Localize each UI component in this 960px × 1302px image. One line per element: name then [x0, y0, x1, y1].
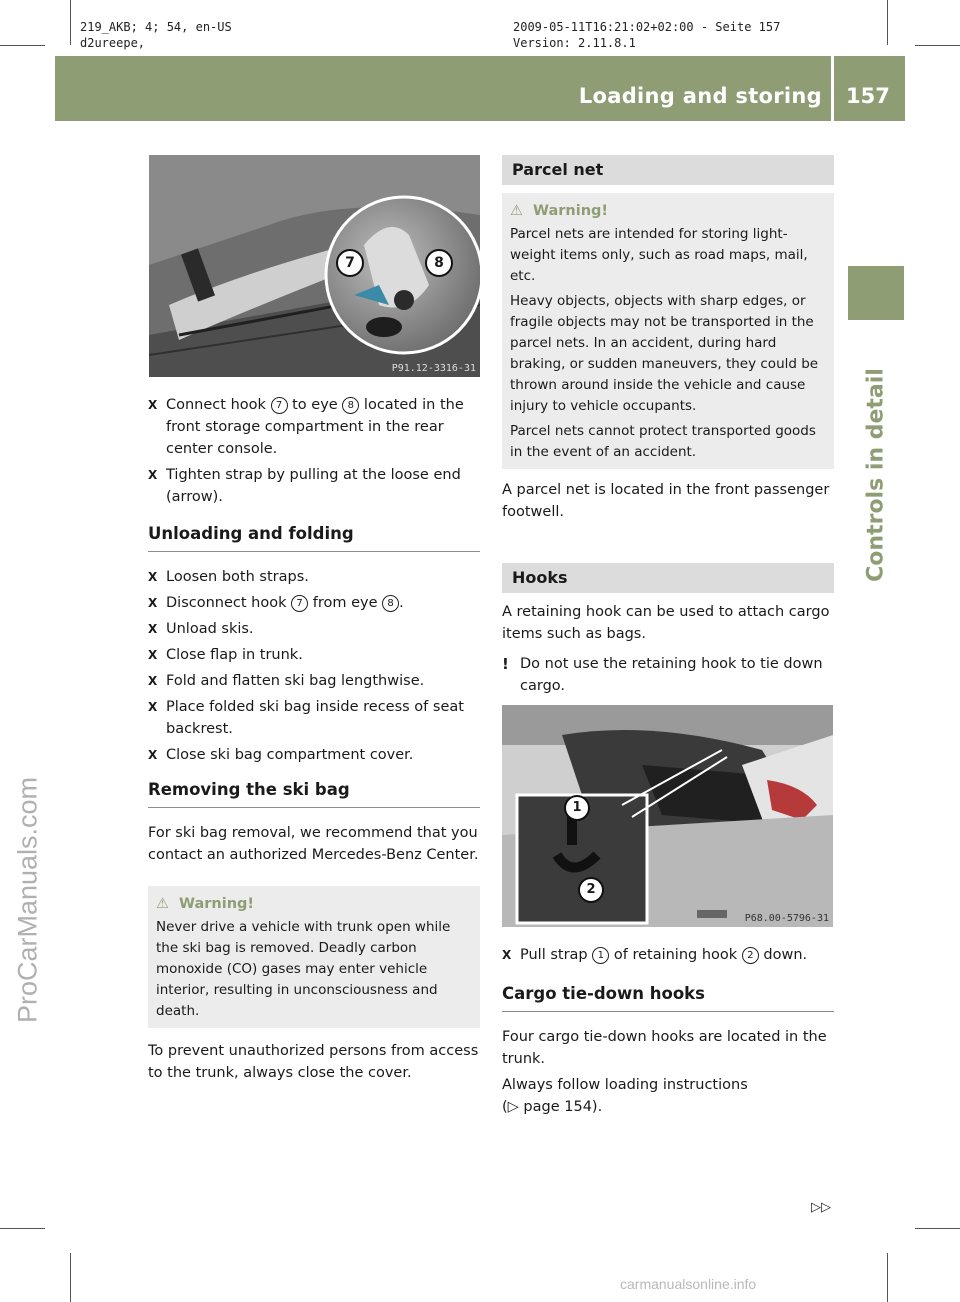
warning-title: Warning! — [179, 896, 255, 912]
bullet-arrow-icon: X — [148, 748, 158, 762]
bullet-arrow-icon: X — [148, 700, 158, 714]
callout-8: 8 — [425, 249, 453, 277]
callout-2: 2 — [578, 877, 604, 903]
watermark — [0, 500, 56, 1300]
ref-7: 7 — [291, 595, 308, 612]
heading-cargo-tie-down: Cargo tie-down hooks — [502, 984, 834, 1012]
heading-parcel-net: Parcel net — [502, 155, 834, 185]
section-side-label-text: Controls in detail — [863, 368, 889, 582]
callout-1: 1 — [564, 795, 590, 821]
text: Disconnect hook — [166, 595, 292, 611]
warning-box — [148, 886, 480, 1028]
warning-text: Heavy objects, objects with sharp edges, or fragile objects may not be transported in the parcel nets. In an accident, during hard braking, or sudden maneuvers, they could be thrown around inside the vehicle and cause injury to vehicle occupants. — [510, 293, 819, 414]
text: Fold and flatten ski bag lengthwise. — [166, 673, 425, 689]
text: located in the front storage compartment in the rear center console. — [166, 397, 464, 457]
page-reference: (▷ page 154). — [502, 1099, 603, 1115]
header-separator — [831, 56, 834, 121]
crop-mark — [70, 0, 71, 45]
text: . — [399, 595, 404, 611]
list-item — [148, 592, 480, 614]
text: from eye — [308, 595, 383, 611]
warning-box — [502, 193, 834, 469]
text: to eye — [287, 397, 343, 413]
figure-code: P68.00-5796-31 — [744, 913, 829, 924]
continue-arrow-icon: ▷▷ — [811, 1200, 831, 1215]
list-item — [148, 566, 480, 588]
bullet-arrow-icon: X — [148, 398, 158, 412]
warning-title: Warning! — [533, 203, 609, 219]
bullet-arrow-icon: X — [148, 674, 158, 688]
warning-text: Parcel nets cannot protect transported goods in the event of an accident. — [510, 423, 816, 460]
crop-mark — [70, 1253, 71, 1302]
callout-7: 7 — [336, 249, 364, 277]
list-item — [148, 696, 480, 740]
list-item — [148, 464, 480, 508]
bullet-arrow-icon: X — [148, 570, 158, 584]
list-item — [148, 394, 480, 460]
retaining-hook-photo — [502, 705, 833, 927]
ski-bag-photo — [149, 155, 480, 377]
warning-text: Never drive a vehicle with trunk open while the ski bag is removed. Deadly carbon monoxide (CO) gases may enter vehicle interior, resulting in unconsciousness and death. — [156, 919, 451, 1019]
text: Tighten strap by pulling at the loose end (arrow). — [166, 467, 461, 505]
list-item — [148, 670, 480, 692]
heading-removing: Removing the ski bag — [148, 780, 480, 808]
follow-paragraph: Always follow loading instructions — [502, 1077, 748, 1093]
page-number: 157 — [846, 84, 890, 108]
list-item — [502, 944, 834, 966]
list-item — [148, 644, 480, 666]
warning-heading — [510, 201, 826, 222]
text: Close flap in trunk. — [166, 647, 303, 663]
hooks-note — [502, 653, 834, 697]
text: Pull strap — [520, 947, 593, 963]
crop-mark — [887, 0, 888, 45]
removing-paragraph: For ski bag removal, we recommend that you contact an authorized Mercedes-Benz Center. — [148, 825, 479, 863]
figure-code: P91.12-3316-31 — [391, 363, 476, 374]
cargo-paragraph: Four cargo tie-down hooks are located in the trunk. — [502, 1029, 827, 1067]
bullet-arrow-icon: X — [502, 948, 512, 962]
crop-mark — [915, 1228, 960, 1229]
text: down. — [758, 947, 808, 963]
hooks-paragraph: A retaining hook can be used to attach cargo items such as bags. — [502, 604, 830, 642]
bullet-arrow-icon: X — [148, 468, 158, 482]
exclamation-icon: ! — [502, 655, 509, 673]
warning-triangle-icon: ⚠ — [156, 896, 169, 912]
right-column-lower — [502, 944, 834, 1118]
section-side-label — [848, 330, 904, 620]
right-column — [502, 155, 834, 701]
text: Connect hook — [166, 397, 271, 413]
left-column — [148, 394, 480, 1084]
parcel-paragraph: A parcel net is located in the front passenger footwell. — [502, 482, 830, 520]
crop-mark — [915, 45, 960, 46]
text: Place folded ski bag inside recess of seat backrest. — [166, 699, 464, 737]
crop-mark — [0, 45, 45, 46]
list-item — [148, 618, 480, 640]
ref-7: 7 — [271, 397, 288, 414]
list-item — [148, 744, 480, 766]
bottom-watermark: carmanualsonline.info — [620, 1276, 757, 1292]
watermark-text: ProCarManuals.com — [12, 776, 43, 1024]
ref-2: 2 — [742, 947, 759, 964]
meta-version: Version: 2.11.8.1 — [513, 36, 636, 50]
meta-line-1: 219_AKB; 4; 54, en-US — [80, 20, 232, 34]
page-title: Loading and storing — [578, 84, 822, 108]
text: of retaining hook — [609, 947, 742, 963]
closing-paragraph: To prevent unauthorized persons from access to the trunk, always close the cover. — [148, 1043, 479, 1081]
ref-8: 8 — [382, 595, 399, 612]
warning-triangle-icon: ⚠ — [510, 203, 523, 219]
bullet-arrow-icon: X — [148, 596, 158, 610]
meta-timestamp: 2009-05-11T16:21:02+02:00 - Seite 157 — [513, 20, 781, 34]
heading-hooks: Hooks — [502, 563, 834, 593]
text: Close ski bag compartment cover. — [166, 747, 414, 763]
text: Loosen both straps. — [166, 569, 309, 585]
bullet-arrow-icon: X — [148, 648, 158, 662]
warning-text: Parcel nets are intended for storing light-weight items only, such as road maps, mail, etc. — [510, 226, 808, 284]
side-tab-marker — [848, 266, 904, 320]
ref-1: 1 — [592, 947, 609, 964]
heading-unloading: Unloading and folding — [148, 524, 480, 552]
text: Unload skis. — [166, 621, 254, 637]
note-text: Do not use the retaining hook to tie down cargo. — [520, 656, 823, 694]
bullet-arrow-icon: X — [148, 622, 158, 636]
meta-line-2: d2ureepe, — [80, 36, 146, 50]
warning-heading — [156, 894, 472, 915]
crop-mark — [887, 1253, 888, 1302]
ref-8: 8 — [342, 397, 359, 414]
